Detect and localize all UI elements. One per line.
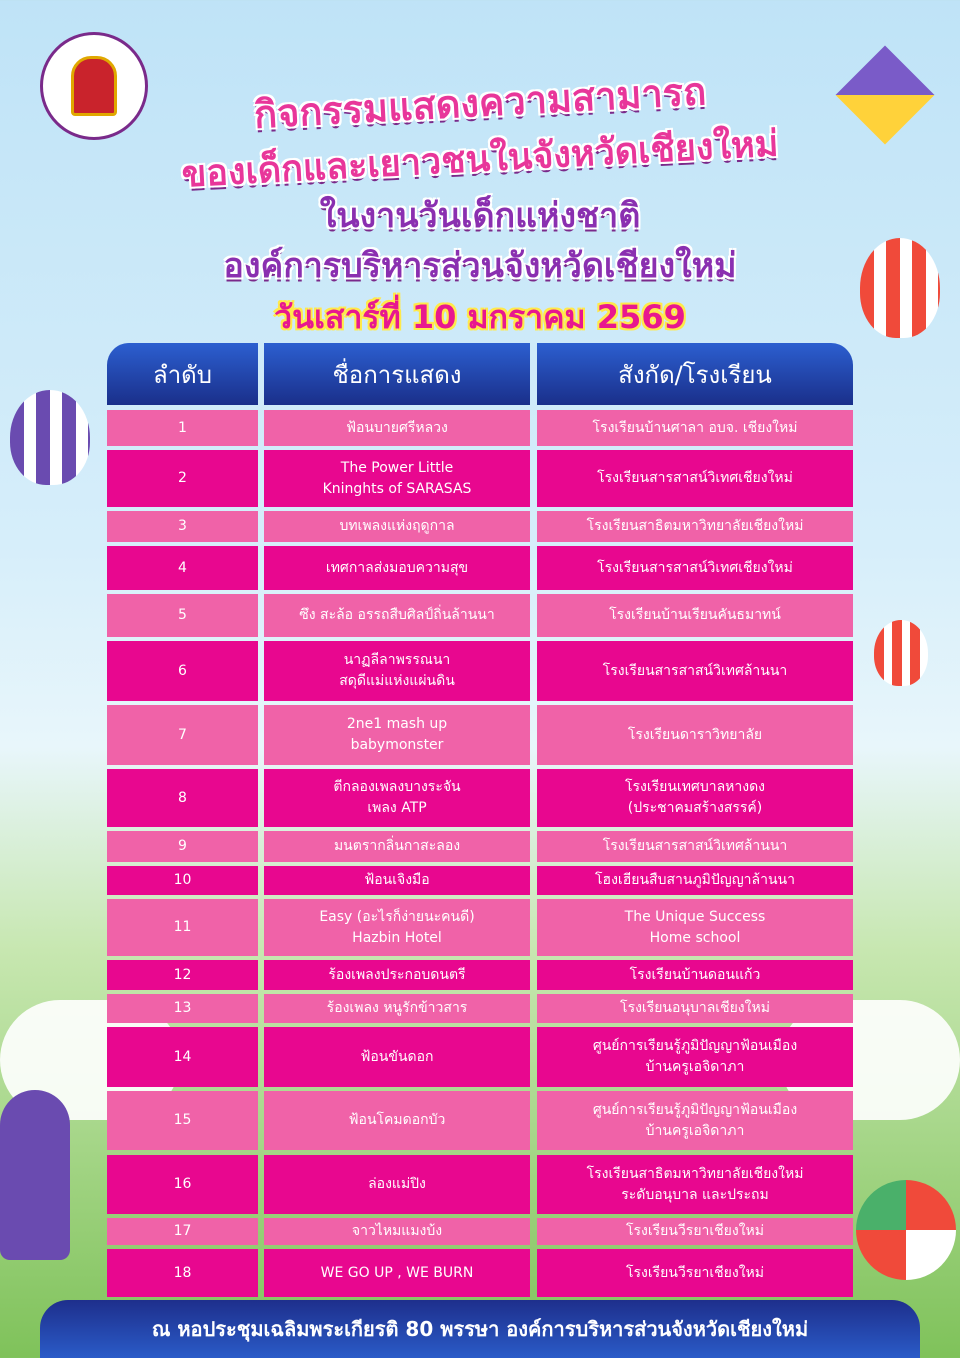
row-number-cell <box>107 899 258 956</box>
school-name-line: โรงเรียนเทศบาลหางดง <box>624 779 766 795</box>
show-name-cell <box>264 641 530 701</box>
row-number: 17 <box>173 1223 192 1239</box>
school-name-line: โรงเรียนบ้านดอนแก้ว <box>629 966 761 983</box>
show-name-cell <box>264 1218 530 1245</box>
show-name-line: ฟ้อนโคมดอกบัว <box>348 1112 446 1128</box>
show-name-line: The Power Little <box>340 459 454 476</box>
show-name-line: ร้องเพลงประกอบดนตรี <box>328 966 466 983</box>
show-name-cell <box>264 450 530 507</box>
show-name-line: Kninghts of SARASAS <box>322 480 472 497</box>
school-name-line: โฮงเฮียนสืบสานภูมิปัญญาล้านนา <box>595 872 795 888</box>
show-name-line: นาฏลีลาพรรณนา <box>343 652 451 668</box>
show-name-cell <box>264 994 530 1023</box>
row-number-cell <box>107 1218 258 1245</box>
title-line-3: ในงานวันเด็กแห่งชาติ <box>319 196 641 236</box>
school-name-cell <box>537 769 853 827</box>
show-name-cell <box>264 899 530 956</box>
show-name-line: WE GO UP , WE BURN <box>320 1264 474 1281</box>
school-name-line: โรงเรียนสารสาสน์วิเทศล้านนา <box>602 662 788 679</box>
rocket-icon <box>0 1090 70 1260</box>
show-name-line: 2ne1 mash up <box>346 716 448 732</box>
school-name-line: โรงเรียนบ้านเรียนคันธมาทน์ <box>609 607 781 623</box>
school-name-line: (ประชาคมสร้างสรรค์) <box>627 800 763 816</box>
row-number: 1 <box>178 419 187 436</box>
row-number-cell <box>107 769 258 827</box>
school-name-cell <box>537 594 853 637</box>
row-number-cell <box>107 594 258 637</box>
school-name-cell <box>537 899 853 956</box>
school-name-cell <box>537 1091 853 1150</box>
show-name-line: Hazbin Hotel <box>352 929 442 946</box>
school-name-cell <box>537 1249 853 1297</box>
row-number: 11 <box>173 919 192 935</box>
show-name-line: จาวไหมแมงบ้ง <box>351 1223 443 1239</box>
school-name-line: บ้านครูเอจิดาภา <box>645 1059 745 1075</box>
school-name-cell <box>537 1155 853 1214</box>
school-name-line: โรงเรียนวีรยาเชียงใหม่ <box>625 1264 765 1281</box>
row-number: 7 <box>178 726 187 743</box>
show-name-cell <box>264 410 530 446</box>
show-name-line: ฟ้อนบายศรีหลวง <box>346 419 448 436</box>
school-name-line: โรงเรียนอนุบาลเชียงใหม่ <box>620 1000 770 1016</box>
beach-ball-icon <box>856 1180 956 1280</box>
school-name-line: โรงเรียนสารสาสน์วิเทศเชียงใหม่ <box>597 470 793 486</box>
school-name-cell <box>537 450 853 507</box>
school-name-cell <box>537 960 853 990</box>
row-number: 2 <box>178 470 187 486</box>
show-name-line: babymonster <box>350 737 444 753</box>
header-school: สังกัด/โรงเรียน <box>537 343 853 405</box>
show-name-cell <box>264 769 530 827</box>
school-name-line: โรงเรียนบ้านศาลา อบจ. เชียงใหม่ <box>592 419 798 436</box>
school-name-line: Home school <box>649 929 741 946</box>
row-number: 12 <box>173 966 192 983</box>
row-number-cell <box>107 705 258 765</box>
row-number: 18 <box>173 1264 192 1281</box>
school-name-line: โรงเรียนสาธิตมหาวิทยาลัยเชียงใหม่ <box>586 1165 804 1182</box>
show-name-cell <box>264 1091 530 1150</box>
school-name-cell <box>537 1027 853 1087</box>
show-name-cell <box>264 511 530 542</box>
school-name-cell <box>537 410 853 446</box>
show-name-line: เทศกาลส่งมอบความสุข <box>325 559 469 576</box>
row-number-cell <box>107 511 258 542</box>
show-name-line: ร้องเพลง หนูรักข้าวสาร <box>326 1000 468 1016</box>
row-number: 6 <box>178 662 187 679</box>
show-name-cell <box>264 1027 530 1087</box>
school-name-cell <box>537 994 853 1023</box>
row-number: 13 <box>173 1000 192 1016</box>
show-name-line: ล่องแม่ปิง <box>368 1176 426 1192</box>
row-number-cell <box>107 546 258 590</box>
row-number: 14 <box>173 1048 192 1065</box>
hot-air-balloon-icon <box>874 620 928 686</box>
row-number-cell <box>107 450 258 507</box>
school-name-line: The Unique Success <box>624 908 766 925</box>
school-name-line: ศูนย์การเรียนรู้ภูมิปัญญาฟ้อนเมือง <box>592 1101 798 1118</box>
row-number-cell <box>107 994 258 1023</box>
row-number-cell <box>107 410 258 446</box>
title-line-1: กิจกรรมแสดงความสามารถ <box>252 69 708 137</box>
row-number: 15 <box>173 1112 192 1128</box>
show-name-cell <box>264 960 530 990</box>
title-line-4: องค์การบริหารส่วนจังหวัดเชียงใหม่ <box>223 246 737 286</box>
school-name-cell <box>537 705 853 765</box>
row-number: 9 <box>178 838 187 854</box>
school-name-line: โรงเรียนดาราวิทยาลัย <box>627 726 763 743</box>
school-name-line: โรงเรียนสาธิตมหาวิทยาลัยเชียงใหม่ <box>586 518 804 534</box>
school-name-line: บ้านครูเอจิดาภา <box>645 1122 745 1139</box>
show-name-cell <box>264 594 530 637</box>
row-number-cell <box>107 1155 258 1214</box>
row-number: 8 <box>178 789 187 806</box>
show-name-cell <box>264 831 530 862</box>
show-name-line: ตีกลองเพลงบางระจัน <box>333 779 461 795</box>
hot-air-balloon-icon <box>10 390 90 485</box>
show-name-line: Easy (อะไรก็ง่ายนะคนดี) <box>319 908 475 925</box>
show-name-line: บทเพลงแห่งฤดูกาล <box>339 518 455 534</box>
school-name-cell <box>537 1218 853 1245</box>
row-number: 16 <box>173 1176 192 1192</box>
school-name-cell <box>537 866 853 895</box>
header-show-name: ชื่อการแสดง <box>264 343 530 405</box>
school-name-line: โรงเรียนวีรยาเชียงใหม่ <box>625 1223 765 1239</box>
row-number-cell <box>107 960 258 990</box>
title-line-2: ของเด็กและเยาวชนในจังหวัดเชียงใหม่ <box>180 123 780 196</box>
show-name-line: ซึง สะล้อ อรรถสืบศิลป์ถิ่นล้านนา <box>299 607 495 623</box>
show-name-line: สดุดีแม่แห่งแผ่นดิน <box>339 673 455 689</box>
row-number: 3 <box>178 518 187 534</box>
row-number: 4 <box>178 559 187 576</box>
event-date: วันเสาร์ที่ 10 มกราคม 2569 <box>274 298 686 336</box>
school-name-cell <box>537 546 853 590</box>
venue-footer: ณ หอประชุมเฉลิมพระเกียรติ 80 พรรษา องค์การบริหารส่วนจังหวัดเชียงใหม่ <box>40 1300 920 1358</box>
show-name-cell <box>264 705 530 765</box>
school-name-line: ศูนย์การเรียนรู้ภูมิปัญญาฟ้อนเมือง <box>592 1038 798 1054</box>
show-name-line: ฟ้อนขันดอก <box>360 1048 434 1065</box>
show-name-cell <box>264 546 530 590</box>
school-name-cell <box>537 511 853 542</box>
row-number-cell <box>107 1249 258 1297</box>
show-name-line: เพลง ATP <box>367 800 427 816</box>
row-number-cell <box>107 831 258 862</box>
show-name-cell <box>264 1155 530 1214</box>
school-name-cell <box>537 641 853 701</box>
show-name-cell <box>264 1249 530 1297</box>
row-number: 10 <box>173 872 192 888</box>
row-number-cell <box>107 641 258 701</box>
school-name-line: โรงเรียนสารสาสน์วิเทศเชียงใหม่ <box>597 559 793 576</box>
row-number: 5 <box>178 607 187 623</box>
show-name-cell <box>264 866 530 895</box>
row-number-cell <box>107 1091 258 1150</box>
show-name-line: มนตรากลิ่นกาสะลอง <box>333 838 461 854</box>
school-name-line: ระดับอนุบาล และประถม <box>621 1186 769 1203</box>
row-number-cell <box>107 1027 258 1087</box>
show-name-line: ฟ้อนเจิงมือ <box>364 872 430 888</box>
school-name-line: โรงเรียนสารสาสน์วิเทศล้านนา <box>602 838 788 854</box>
header-order: ลำดับ <box>107 343 258 405</box>
row-number-cell <box>107 866 258 895</box>
school-name-cell <box>537 831 853 862</box>
